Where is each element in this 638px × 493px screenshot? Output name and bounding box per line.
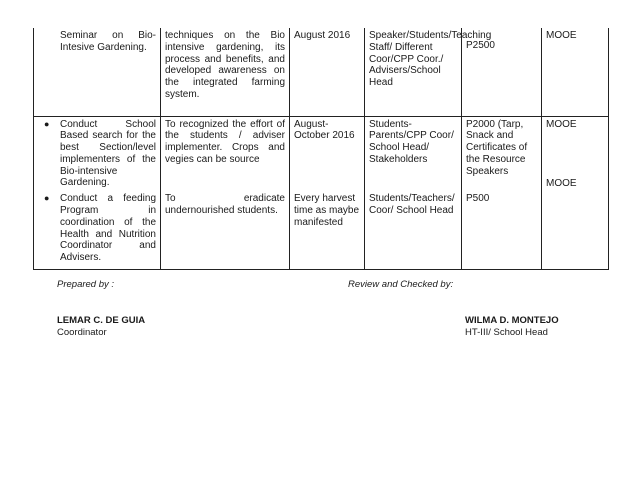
objective-cell: To eradicate undernourished students. (161, 191, 290, 269)
time-frame-cell: Every harvest time as maybe manifested (290, 191, 365, 269)
budget-text: P2500 (466, 40, 495, 51)
activity-text: Seminar on Bio-Intesive Gardening. (60, 30, 156, 53)
budget-cell: P2000 (Tarp, Snack and Certificates of the Resource Speakers (462, 116, 542, 191)
reviewer-title: HT-III/ School Head (465, 327, 548, 338)
fund-source-cell: MOOE (542, 116, 609, 191)
fund-source-cell: MOOE (542, 28, 609, 116)
bullet-icon: ● (44, 193, 50, 204)
fund-source-cell (542, 178, 609, 269)
reviewer-name: WILMA D. MONTEJO (465, 315, 559, 326)
objective-cell: techniques on the Bio intensive gardening, its process and benefits, and developed awareness on the integrated farming system. (161, 28, 290, 116)
prepared-by-label: Prepared by : (57, 279, 115, 290)
reviewed-by-label: Review and Checked by: (348, 279, 454, 290)
activity-text: Conduct a feeding Program in coordination of the Health and Nutrition Coordinator and Advisers. (60, 193, 156, 264)
table-row (34, 116, 609, 191)
bullet-icon: ● (44, 118, 50, 129)
persons-involved-cell: Students-Parents/CPP Coor/ School Head/ Stakeholders (365, 116, 462, 191)
action-plan-table (33, 28, 609, 270)
preparer-title: Coordinator (57, 327, 107, 338)
persons-involved-cell: Students/Teachers/ Coor/ School Head (365, 191, 462, 269)
table-row (34, 191, 609, 269)
persons-involved-cell: Speaker/Students/Teaching Staff/ Different Coor/CPP Coor./ Advisers/School Head (365, 28, 462, 116)
time-frame-cell: August-October 2016 (290, 116, 365, 191)
activity-text: Conduct School Based search for the best Section/level implementers of the Bio-intensive Gardening. (60, 118, 156, 189)
activity-cell (34, 191, 161, 269)
bullet (38, 30, 60, 54)
fund-source-text: MOOE (546, 178, 577, 190)
activity-cell (34, 28, 161, 116)
table-row (34, 28, 609, 116)
budget-cell (462, 28, 542, 116)
time-frame-cell: August 2016 (290, 28, 365, 116)
budget-cell: P500 (462, 191, 542, 269)
activity-cell (34, 116, 161, 191)
objective-cell: To recognized the effort of the students / adviser implementer. Crops and vegies can be source (161, 116, 290, 191)
preparer-name: LEMAR C. DE GUIA (57, 315, 146, 326)
